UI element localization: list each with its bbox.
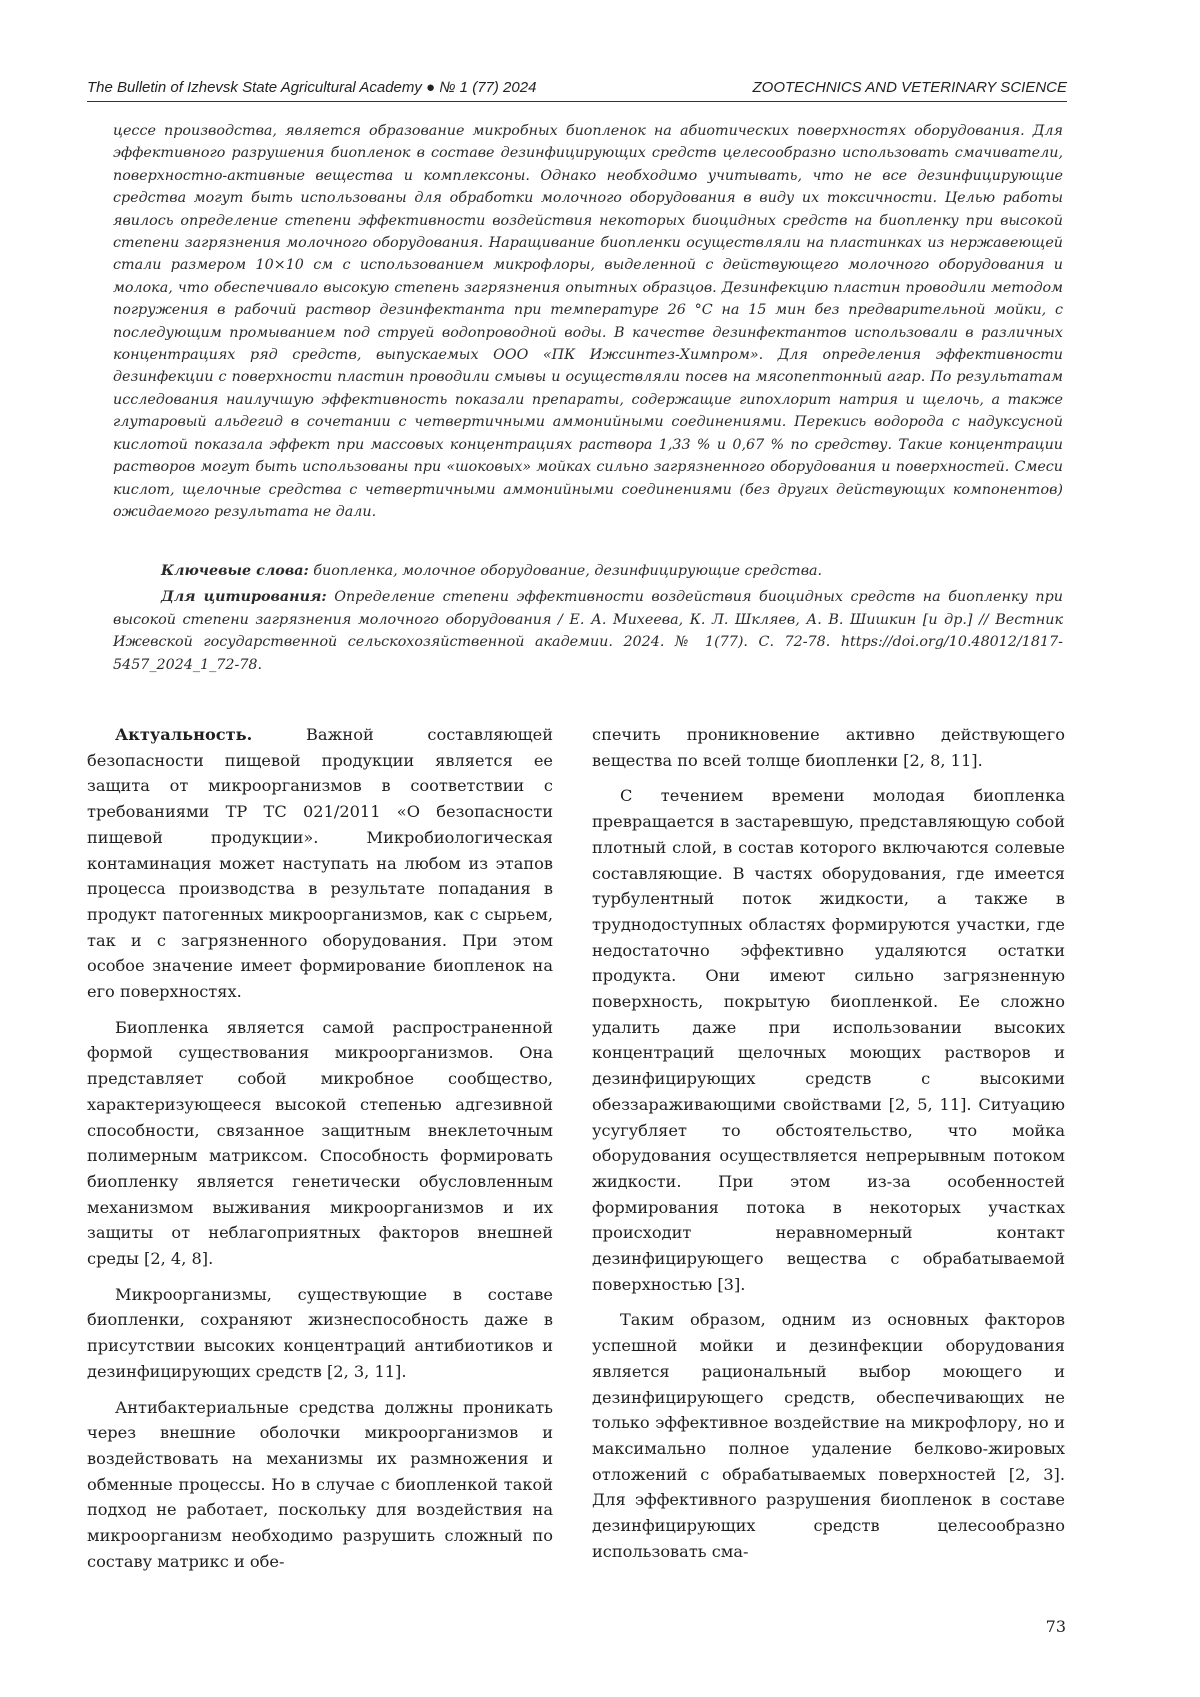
page-number: 73 bbox=[1045, 1617, 1066, 1636]
citation-text: Определение степени эффективности воздействия биоцидных средств на биопленку при высокой степени загрязнения молочного оборудования / Е. А. Михеева, К. Л. Шкляев, А. В. Шишкин [и др.] // Вестник Ижевской государственной сельскохозяйственной академии. 2024. № 1(77). С. 72-78. https://doi.org/10.48012/1817-5457_2024_1_72-78. bbox=[113, 589, 1063, 673]
paragraph: Биопленка является самой распространенной формой существования микроорганизмов. Она представляет собой микробное сообщество, характеризующееся высокой степенью адгезивной способности, связанное защитным внеклеточным полимерным матриксом. Способность формировать биопленку является генетически обусловленным механизмом выживания микроорганизмов и их защиты от неблагоприятных факторов внешней среды [2, 4, 8]. bbox=[87, 1017, 553, 1269]
section-lead: Актуальность. bbox=[115, 725, 253, 744]
body-column-left bbox=[87, 722, 553, 1585]
paragraph: Микроорганизмы, существующие в составе биопленки, сохраняют жизнеспособность даже в присутствии высоких концентраций антибиотиков и дезинфицирующих средств [2, 3, 11]. bbox=[87, 1284, 553, 1381]
paragraph: С течением времени молодая биопленка превращается в застаревшую, представляющую собой плотный слой, в состав которого включаются солевые составляющие. В частях оборудования, где имеется турбулентный поток жидкости, а также в труднодоступных областях формируются участки, где недостаточно эффективно удаляются остатки продукта. Они имеют сильно загрязненную поверхность, покрытую биопленкой. Ее сложно удалить даже при использовании высоких концентраций щелочных моющих растворов и дезинфицирующих средств с высокими обеззараживающими свойствами [2, 5, 11]. Ситуацию усугубляет то обстоятельство, что мойка оборудования осуществляется непрерывным потоком жидкости. При этом из-за особенностей формирования потока в некоторых участках происходит неравномерный контакт дезинфицирующего вещества с обрабатываемой поверхностью [3]. bbox=[592, 786, 1065, 1294]
keywords-label: Ключевые слова: bbox=[161, 563, 309, 579]
keywords bbox=[113, 560, 1063, 582]
paragraph: спечить проникновение активно действующего вещества по всей толще биопленки [2, 8, 11]. bbox=[592, 725, 1065, 770]
body-column-right bbox=[592, 722, 1065, 1575]
article-meta bbox=[113, 560, 1063, 680]
citation-label: Для цитирования: bbox=[161, 589, 327, 606]
section-title: ZOOTECHNICS AND VETERINARY SCIENCE bbox=[752, 79, 1067, 96]
running-header bbox=[87, 66, 1067, 102]
keywords-text: биопленка, молочное оборудование, дезинфицирующие средства. bbox=[308, 563, 823, 579]
citation bbox=[113, 586, 1063, 676]
abstract-text: цессе производства, является образование микробных биопленок на абиотических поверхностях оборудования. Для эффективного разрушения биопленок в составе дезинфицирующих средств целесообразно использовать смачиватели, поверхностно-активные вещества и комплексоны. Однако необходимо учитывать, что не все дезинфицирующие средства могут быть использованы для обработки молочного оборудования в виду их токсичности. Целью работы явилось определение степени эффективности воздействия некоторых биоцидных средств на биопленку при высокой степени загрязнения молочного оборудования. Наращивание биопленки осуществляли на пластинках из нержавеющей стали размером 10×10 см с использованием микрофлоры, выделенной с действующего молочного оборудования и молока, что обеспечивало высокую степень загрязнения опытных образцов. Дезинфекцию пластин проводили методом погружения в рабочий раствор дезинфектанта при температуре 26 °С на 15 мин без предварительной мойки, с последующим промыванием под струей водопроводной воды. В качестве дезинфектантов использовали в различных концентрациях ряд средств, выпускаемых ООО «ПК Ижсинтез-Химпром». Для определения эффективности дезинфекции с поверхности пластин проводили смывы и осуществляли посев на мясопептонный агар. По результатам исследования наилучшую эффективность показали препараты, содержащие гипохлорит натрия и щелочь, а также глутаровый альдегид в сочетании с четвертичными аммонийными соединениями. Перекись водорода с надуксусной кислотой показала эффект при массовых концентрациях раствора 1,33 % и 0,67 % по средству. Такие концентрации растворов могут быть использованы при «шоковых» мойках сильно загрязненного оборудования и поверхностей. Смеси кислот, щелочные средства с четвертичными аммонийными соединениями (без других действующих компонентов) ожидаемого результата не дали. bbox=[113, 123, 1063, 520]
paragraph: Антибактериальные средства должны проникать через внешние оболочки микроорганизмов и воздействовать на механизмы их размножения и обменные процессы. Но в случае с биопленкой такой подход не работает, поскольку для воздействия на микроорганизм необходимо разрушить сложный по составу матрикс и обе- bbox=[87, 1397, 553, 1571]
journal-title: The Bulletin of Izhevsk State Agricultural Academy ● № 1 (77) 2024 bbox=[87, 79, 537, 96]
paragraph: Таким образом, одним из основных факторов успешной мойки и дезинфекции оборудования является рациональный выбор моющего и дезинфицирующего средств, обеспечивающих не только эффективное воздействие на микрофлору, но и максимально полное удаление белково-жировых отложений с обрабатываемых поверхностей [2, 3]. Для эффективного разрушения биопленок в составе дезинфицирующих средств целесообразно использовать сма- bbox=[592, 1310, 1065, 1561]
paragraph: Актуальность. Важной составляющей безопасности пищевой продукции является ее защита от микроорганизмов в соответствии с требованиями ТР ТС 021/2011 «О безопасности пищевой продукции». Микробиологическая контаминация может наступать на любом из этапов процесса производства в результате попадания в продукт патогенных микроорганизмов, как с сырьем, так и с загрязненного оборудования. При этом особое значение имеет формирование биопленок на его поверхностях. bbox=[87, 725, 553, 1002]
